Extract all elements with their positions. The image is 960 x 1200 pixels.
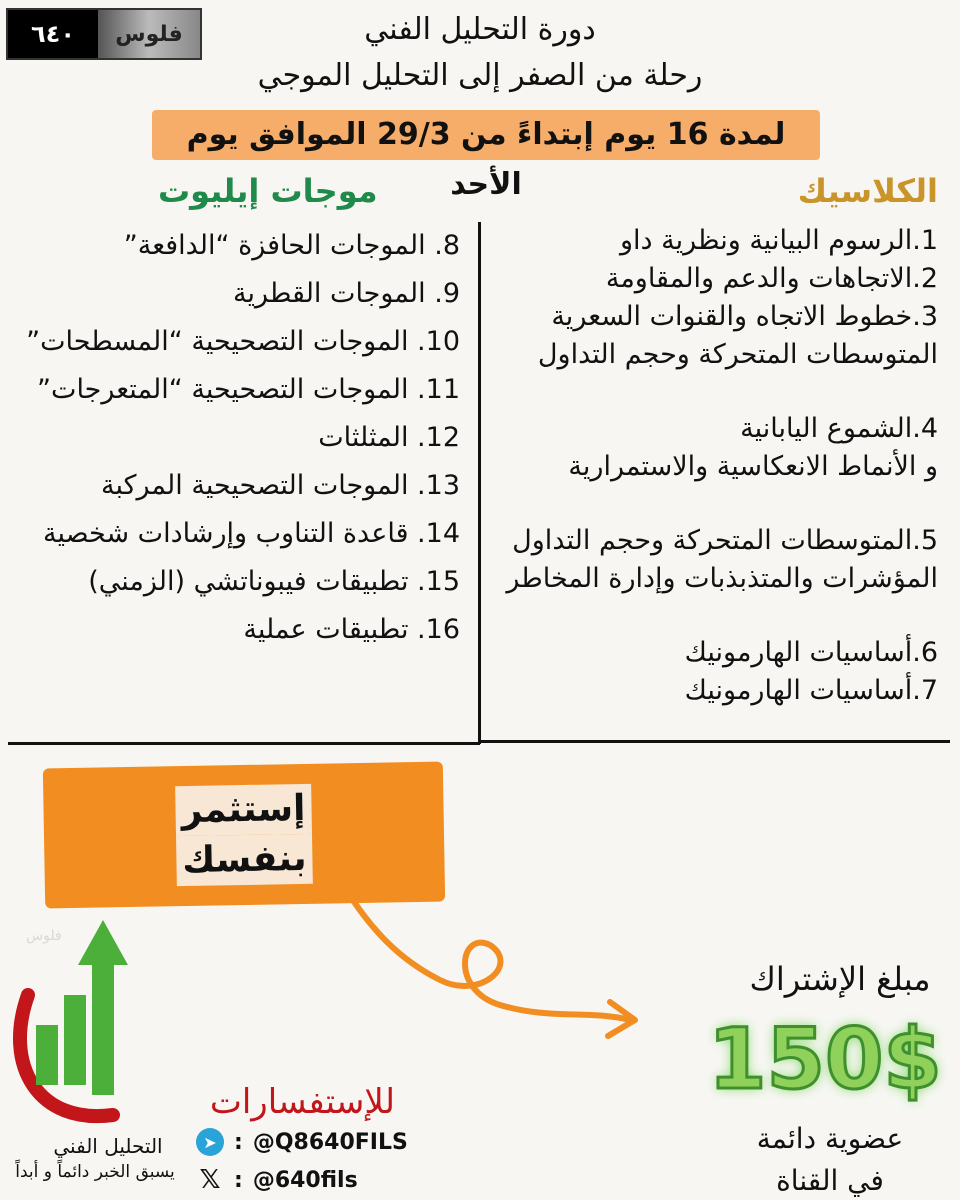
list-item: و الأنماط الانعكاسية والاستمرارية — [568, 451, 938, 482]
membership-line: عضوية دائمة — [756, 1122, 904, 1155]
list-item: 16. تطبيقات عملية — [243, 614, 460, 645]
list-item: 14. قاعدة التناوب وإرشادات شخصية — [43, 518, 460, 549]
badge-brand: فلوس — [98, 10, 200, 58]
separator: : — [234, 1167, 243, 1193]
x-contact[interactable] — [196, 1166, 358, 1194]
growth-chart-logo-icon — [8, 915, 148, 1130]
cta-line-2: بنفسك — [176, 834, 313, 886]
telegram-handle[interactable]: @Q8640FILS — [252, 1129, 408, 1155]
logo-tagline: يسبق الخبر دائماً و أبداً — [15, 1162, 175, 1182]
logo-mark-text: فلوس — [26, 928, 62, 944]
list-item: المتوسطات المتحركة وحجم التداول — [537, 339, 938, 370]
list-item: 7.أساسيات الهارمونيك — [684, 675, 938, 706]
list-item: 13. الموجات التصحيحية المركبة — [101, 470, 460, 501]
list-item: 11. الموجات التصحيحية “المتعرجات” — [37, 374, 460, 405]
price-label: مبلغ الإشتراك — [749, 960, 931, 998]
column-divider — [478, 222, 481, 744]
separator: : — [234, 1129, 243, 1155]
badge-number: ٦٤٠ — [8, 10, 98, 58]
course-title: دورة التحليل الفني — [364, 12, 596, 47]
list-item: 6.أساسيات الهارمونيك — [684, 637, 938, 668]
elliott-list — [10, 222, 460, 654]
duration-banner: لمدة 16 يوم إبتداءً من 29/3 الموافق يوم الأحد — [152, 110, 820, 160]
telegram-contact[interactable] — [196, 1128, 408, 1156]
membership-text — [700, 1118, 960, 1200]
cta-line-1: إستثمر — [175, 784, 312, 836]
list-item: المؤشرات والمتذبذبات وإدارة المخاطر — [506, 563, 938, 594]
list-item: 12. المثلثات — [318, 422, 460, 453]
elliott-heading: موجات إيليوت — [158, 172, 378, 210]
classic-heading: الكلاسيك — [797, 172, 938, 210]
section-divider-right — [480, 740, 950, 743]
section-divider-left — [8, 742, 480, 745]
price-amount: 150$ — [708, 1010, 942, 1108]
list-item: 9. الموجات القطرية — [233, 278, 460, 309]
logo-name: التحليل الفني — [53, 1134, 163, 1158]
inquiries-heading: للإستفسارات — [209, 1082, 395, 1122]
list-item: 8. الموجات الحافزة “الدافعة” — [123, 230, 460, 261]
x-handle[interactable]: @640fils — [252, 1167, 358, 1193]
list-item: 2.الاتجاهات والدعم والمقاومة — [605, 263, 938, 294]
course-subtitle: رحلة من الصفر إلى التحليل الموجي — [257, 58, 703, 93]
list-item: 1.الرسوم البيانية ونظرية داو — [620, 225, 938, 256]
membership-line: في القناة — [776, 1164, 884, 1197]
list-item: 15. تطبيقات فيبوناتشي (الزمني) — [88, 566, 460, 597]
x-icon: 𝕏 — [199, 1165, 221, 1195]
classic-list — [498, 222, 938, 710]
telegram-icon: ➤ — [196, 1128, 224, 1156]
list-item: 3.خطوط الاتجاه والقنوات السعرية — [551, 301, 938, 332]
list-item: 10. الموجات التصحيحية “المسطحات” — [26, 326, 460, 357]
curly-arrow-icon — [330, 870, 660, 1060]
list-item: 4.الشموع اليابانية — [740, 413, 938, 444]
list-item: 5.المتوسطات المتحركة وحجم التداول — [512, 525, 938, 556]
